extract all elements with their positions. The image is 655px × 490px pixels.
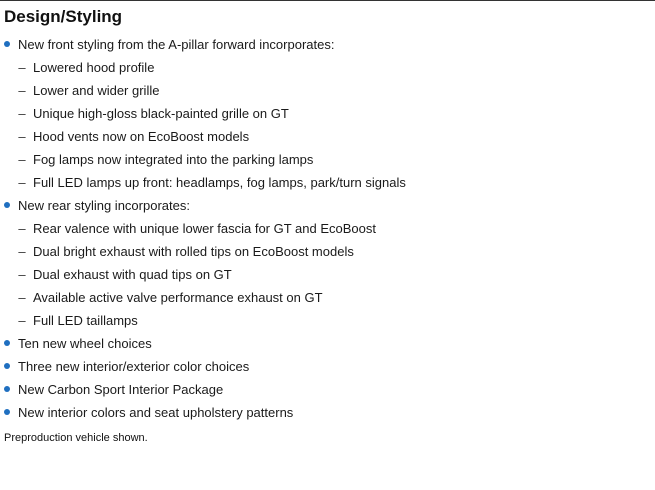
bullet-text: New interior colors and seat upholstery patterns <box>18 405 294 420</box>
bullet-text: Three new interior/exterior color choices <box>18 359 250 374</box>
dash-icon: – <box>18 175 26 190</box>
bullet-text: Unique high-gloss black-painted grille on GT <box>33 106 289 121</box>
bullet-dot-icon <box>4 41 10 47</box>
bullet-text: Full LED taillamps <box>33 313 138 328</box>
bullet-text: Hood vents now on EcoBoost models <box>33 129 250 144</box>
bullet-text: Dual bright exhaust with rolled tips on EcoBoost models <box>33 244 354 259</box>
dash-icon: – <box>18 83 26 98</box>
sub-bullet-item <box>0 263 640 286</box>
footnote: Preproduction vehicle shown. <box>4 432 148 444</box>
bullet-text: Full LED lamps up front: headlamps, fog lamps, park/turn signals <box>33 175 406 190</box>
bullet-item <box>0 378 640 401</box>
bullet-text: New rear styling incorporates: <box>18 198 190 213</box>
bullet-text: Dual exhaust with quad tips on GT <box>33 267 232 282</box>
sub-bullet-item <box>0 79 640 102</box>
sub-bullet-item <box>0 171 640 194</box>
bullet-dot-icon <box>4 409 10 415</box>
section-heading: Design/Styling <box>4 7 123 26</box>
sub-bullet-item <box>0 286 640 309</box>
dash-icon: – <box>18 129 26 144</box>
bullet-dot-icon <box>4 363 10 369</box>
bullet-item <box>0 401 640 424</box>
bullet-dot-icon <box>4 386 10 392</box>
sub-bullet-item <box>0 217 640 240</box>
sub-bullet-item <box>0 102 640 125</box>
bullet-text: New Carbon Sport Interior Package <box>18 382 224 397</box>
bullet-item <box>0 355 640 378</box>
bullet-text: Lowered hood profile <box>33 60 155 75</box>
top-divider <box>0 0 655 1</box>
bullet-item <box>0 33 640 56</box>
dash-icon: – <box>18 244 26 259</box>
sub-bullet-item <box>0 56 640 79</box>
bullet-item <box>0 194 640 217</box>
sub-bullet-item <box>0 309 640 332</box>
bullet-text: Rear valence with unique lower fascia for GT and EcoBoost <box>33 221 376 236</box>
bullet-dot-icon <box>4 202 10 208</box>
dash-icon: – <box>18 267 26 282</box>
bullet-text: Ten new wheel choices <box>18 336 152 351</box>
sub-bullet-item <box>0 125 640 148</box>
dash-icon: – <box>18 60 26 75</box>
bullet-text: Lower and wider grille <box>33 83 160 98</box>
sub-bullet-item <box>0 240 640 263</box>
dash-icon: – <box>18 152 26 167</box>
bullet-text: New front styling from the A-pillar forward incorporates: <box>18 37 335 52</box>
bullet-text: Fog lamps now integrated into the parking lamps <box>33 152 314 167</box>
dash-icon: – <box>18 106 26 121</box>
bullet-dot-icon <box>4 340 10 346</box>
bullet-item <box>0 332 640 355</box>
sub-bullet-item <box>0 148 640 171</box>
dash-icon: – <box>18 221 26 236</box>
dash-icon: – <box>18 313 26 328</box>
dash-icon: – <box>18 290 26 305</box>
bullet-text: Available active valve performance exhaust on GT <box>33 290 323 305</box>
feature-bullet-list <box>0 33 640 424</box>
